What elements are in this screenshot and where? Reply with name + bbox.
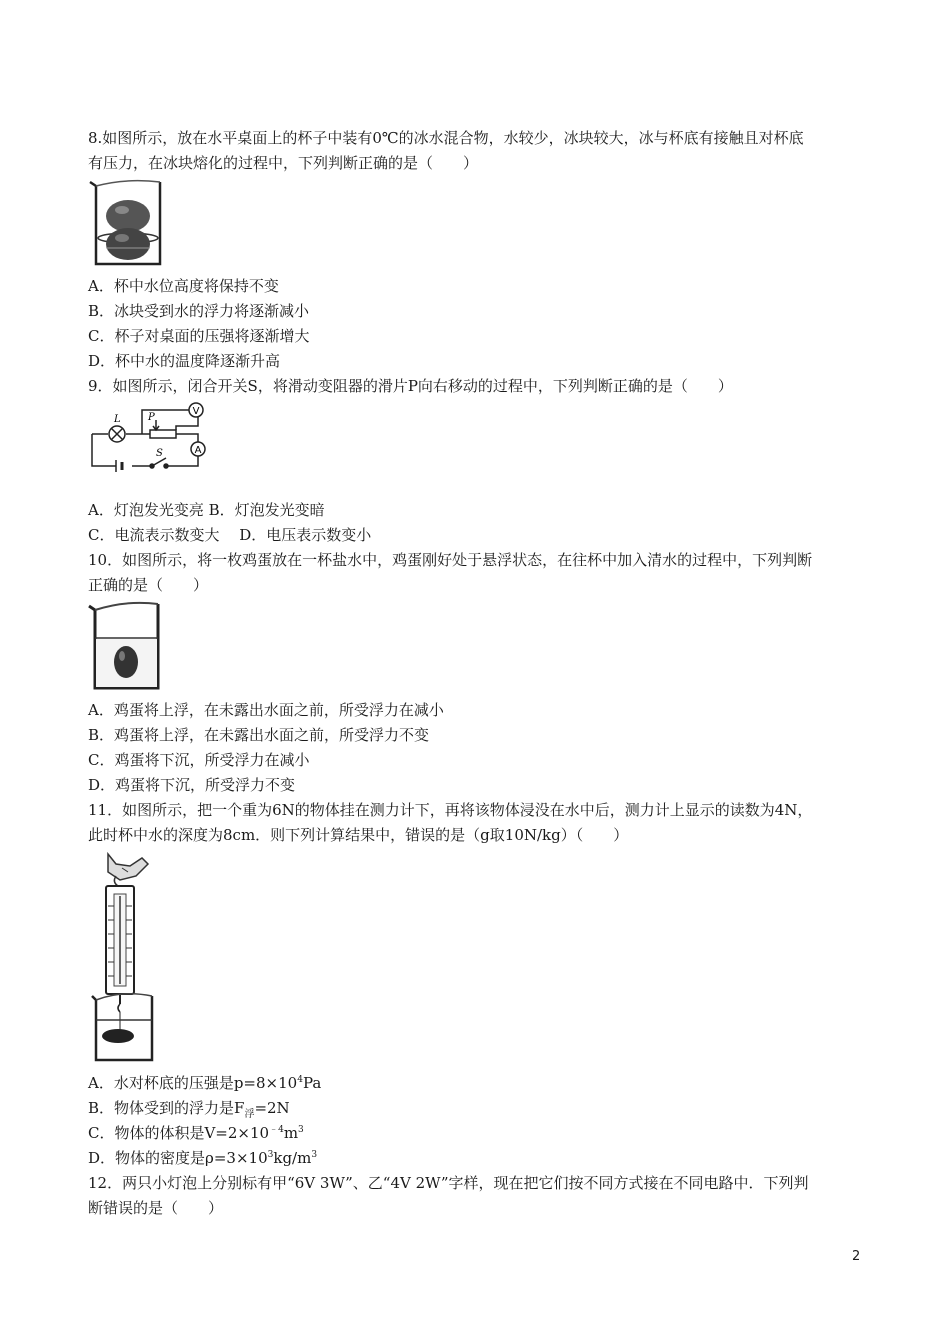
q10-stem-line1: 10．如图所示，将一枚鸡蛋放在一杯盐水中，鸡蛋刚好处于悬浮状态，在往杯中加入清水的过程中，下列判断 — [88, 551, 813, 569]
q11-option-d-unit-exponent: 3 — [311, 1150, 318, 1160]
q9-options-line2: C．电流表示数变大 D．电压表示数变小 — [88, 526, 372, 544]
q8-stem-line1: 8.如图所示，放在水平桌面上的杯子中装有0℃的冰水混合物，水较少，冰块较大，冰与杯底有接触且对杯底 — [88, 129, 804, 147]
q10-option-a: A．鸡蛋将上浮，在未露出水面之前，所受浮力在减小 — [88, 701, 444, 719]
q11-option-c-unit-exponent: 3 — [298, 1125, 304, 1135]
q9-circuit-figure — [86, 398, 216, 478]
q8-option-d: D．杯中水的温度降逐渐升高 — [88, 352, 281, 370]
q12-stem-line1: 12．两只小灯泡上分别标有甲“6V 3W”、乙“4V 2W”字样，现在把它们按不同方式接在不同电路中．下列判 — [88, 1174, 809, 1192]
voltmeter-label: V — [192, 406, 200, 417]
q11-option-c-unit: m — [283, 1124, 299, 1142]
q11-option-a-exponent: 4 — [297, 1075, 303, 1085]
q8-beaker-ice-figure — [86, 176, 168, 270]
q11-option-b-subscript: 浮 — [244, 1109, 255, 1120]
q11-option-a-text: A．水对杯底的压强是p=8×10 — [88, 1074, 298, 1092]
q10-option-b: B．鸡蛋将上浮，在未露出水面之前，所受浮力不变 — [88, 726, 430, 744]
q11-option-d-exponent: 3 — [267, 1150, 274, 1160]
q11-option-c-text: C．物体的体积是V=2×10 — [88, 1124, 270, 1142]
switch-label: S — [156, 448, 163, 459]
q10-option-d: D．鸡蛋将下沉，所受浮力不变 — [88, 776, 296, 794]
q11-option-b-value: =2N — [254, 1099, 290, 1117]
q11-option-b — [88, 1098, 290, 1118]
q10-option-c: C．鸡蛋将下沉，所受浮力在减小 — [88, 751, 310, 769]
slider-label: P — [148, 412, 155, 423]
q11-option-d-unit: kg/m — [273, 1149, 312, 1167]
page-number: 2 — [852, 1249, 861, 1264]
q11-option-a-unit: Pa — [302, 1074, 322, 1092]
q8-option-c: C．杯子对桌面的压强将逐渐增大 — [88, 327, 310, 345]
q9-options-line1: A．灯泡发光变亮 B．灯泡发光变暗 — [88, 501, 325, 519]
q11-option-c — [88, 1123, 304, 1143]
q12-stem-line2: 断错误的是（ ） — [88, 1199, 224, 1217]
q11-option-d-text: D．物体的密度是ρ=3×10 — [88, 1149, 268, 1167]
q8-option-b: B．冰块受到水的浮力将逐渐减小 — [88, 302, 310, 320]
q11-option-b-text: B．物体受到的浮力是F — [88, 1099, 245, 1117]
q9-stem: 9．如图所示，闭合开关S，将滑动变阻器的滑片P向右移动的过程中，下列判断正确的是（ ） — [88, 377, 733, 395]
q11-option-c-exponent: ﹣4 — [269, 1125, 284, 1135]
q8-stem-line2: 有压力，在冰块熔化的过程中，下列判断正确的是（ ） — [88, 154, 479, 172]
q11-stem-line1: 11．如图所示，把一个重为6N的物体挂在测力计下，再将该物体浸没在水中后，测力计上显示的读数为4N， — [88, 801, 813, 819]
q10-stem-line2: 正确的是（ ） — [88, 576, 209, 594]
q11-option-a — [88, 1073, 321, 1093]
lamp-label: L — [114, 414, 121, 425]
q11-option-d — [88, 1148, 317, 1168]
q11-stem-line2: 此时杯中水的深度为8cm．则下列计算结果中，错误的是（g取10N/kg）（ ） — [88, 826, 629, 844]
q10-beaker-egg-figure — [86, 598, 166, 694]
q11-spring-scale-figure — [86, 850, 162, 1064]
ammeter-label: A — [194, 445, 202, 456]
q8-option-a: A．杯中水位高度将保持不变 — [88, 277, 279, 295]
